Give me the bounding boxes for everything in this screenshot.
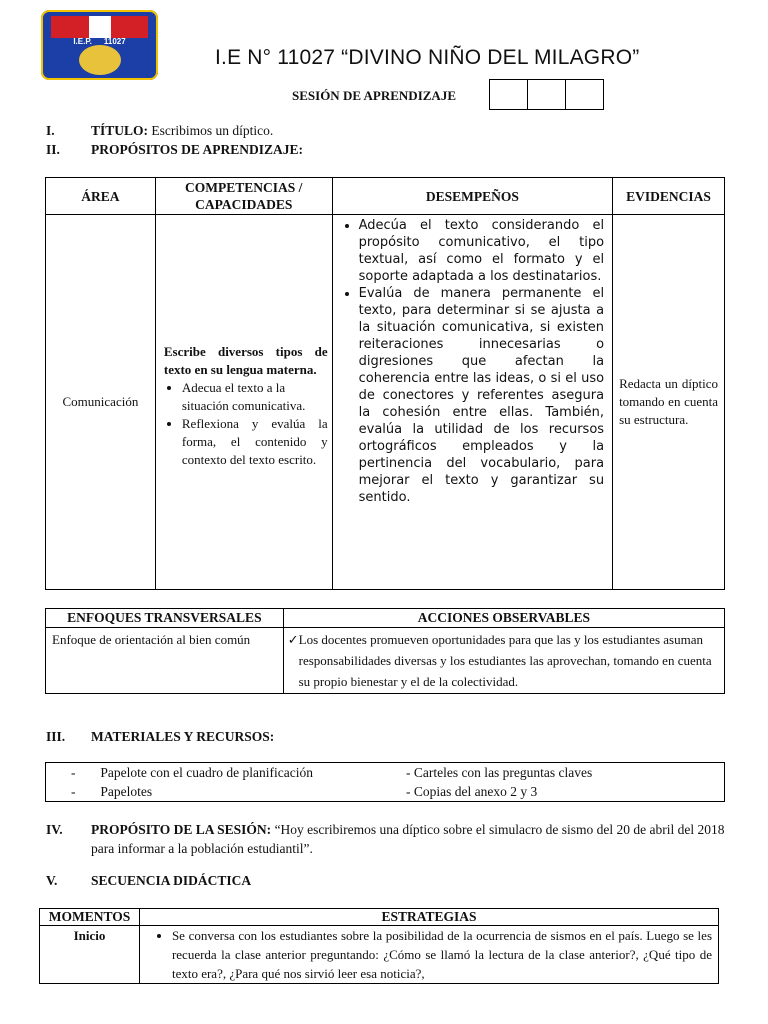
material-item: - Carteles con las preguntas claves bbox=[405, 765, 593, 780]
header-evidence: EVIDENCIAS bbox=[613, 178, 725, 215]
section-purposes: II. PROPÓSITOS DE APRENDIZAJE: bbox=[46, 142, 304, 157]
purposes-table bbox=[45, 177, 725, 590]
session-box bbox=[565, 79, 604, 110]
performance-item: • Evalúa de manera permanente el texto, para determinar si se ajusta a la situación comunicativa, si existen reiteraciones innecesarias o digresiones que afectan la coherencia entre las ideas, o si el uso de conectores y referentes asegura la cohesión entre ellas. También, evalúa la utilidad de los recursos ortográficos empleados y la pertinencia del vocabulario, para mejorar el texto y garantizar su sentido. bbox=[359, 285, 604, 506]
material-item: Papelotes bbox=[100, 784, 153, 799]
material-item: - Copias del anexo 2 y 3 bbox=[405, 784, 538, 799]
material-item: Papelote con el cuadro de planificación bbox=[100, 765, 313, 780]
section-title: I. TÍTULO: Escribimos un díptico. bbox=[46, 123, 274, 138]
evidence-cell: Redacta un díptico tomando en cuenta su estructura. bbox=[613, 215, 725, 590]
materials-table bbox=[45, 762, 725, 802]
section-sequence: V. SECUENCIA DIDÁCTICA bbox=[46, 873, 252, 888]
approaches-table bbox=[45, 608, 725, 694]
strategy-item: • Se conversa con los estudiantes sobre la posibilidad de la ocurrencia de sismos en el país. Luego se les recuerda la clase anterior preguntando: ¿Cómo se llamó la lectura de la clase anterior?, ¿Qué tipo de texto era?, ¿Para qué nos sirvió leer esa noticia?, bbox=[172, 926, 712, 983]
header-performances: DESEMPEÑOS bbox=[332, 178, 612, 215]
action-text: Los docentes promueven oportunidades para que las y los estudiantes asuman responsabilidades diversas y los estudiantes las aprovechan, tomando en cuenta su propio bienestar y el de la colectividad. bbox=[298, 632, 712, 689]
section-session-purpose: IV. PROPÓSITO DE LA SESIÓN: “Hoy escribiremos una díptico sobre el simulacro de sismo del 20 de abril del 2018 para informar a la población estudiantil”. bbox=[46, 822, 725, 856]
header-moments: MOMENTOS bbox=[40, 909, 140, 926]
header-strategies: ESTRATEGIAS bbox=[139, 909, 718, 926]
header-competences: COMPETENCIAS / CAPACIDADES bbox=[155, 178, 332, 215]
action-cell bbox=[283, 628, 724, 694]
session-label: SESIÓN DE APRENDIZAJE bbox=[292, 88, 456, 103]
performance-item: • Adecúa el texto considerando el propósito comunicativo, el tipo textual, así como el formato y el soporte adaptada a los destinatarios. bbox=[359, 217, 604, 285]
competence-cell bbox=[155, 215, 332, 590]
session-box bbox=[527, 79, 566, 110]
sequence-table bbox=[39, 908, 719, 984]
logo-flag-white bbox=[89, 16, 111, 38]
session-box bbox=[489, 79, 528, 110]
bullet-dash: - bbox=[70, 765, 76, 780]
session-number-boxes bbox=[490, 79, 604, 110]
logo-seal bbox=[79, 45, 121, 75]
logo-text: I.E.P. 11027 bbox=[73, 37, 126, 46]
performances-cell bbox=[332, 215, 612, 590]
area-cell: Comunicación bbox=[46, 215, 156, 590]
moment-cell: Inicio bbox=[40, 926, 140, 984]
school-logo bbox=[41, 10, 158, 80]
capacity-item: • Reflexiona y evalúa la forma, el contenido y contexto del texto escrito. bbox=[182, 415, 328, 469]
capacity-item: • Adecua el texto a la situación comunicativa. bbox=[182, 379, 328, 415]
header-actions: ACCIONES OBSERVABLES bbox=[283, 609, 724, 628]
approach-cell: Enfoque de orientación al bien común bbox=[46, 628, 284, 694]
competence-title: Escribe diversos tipos de texto en su lengua materna. bbox=[163, 344, 328, 377]
section-materials: III. MATERIALES Y RECURSOS: bbox=[46, 729, 275, 744]
bullet-dash: - bbox=[70, 784, 76, 799]
checkmark-icon: ✓ bbox=[287, 632, 299, 647]
header-area: ÁREA bbox=[46, 178, 156, 215]
strategy-cell bbox=[139, 926, 718, 984]
page-title: I.E N° 11027 “DIVINO NIÑO DEL MILAGRO” bbox=[215, 46, 640, 69]
header-approaches: ENFOQUES TRANSVERSALES bbox=[46, 609, 284, 628]
